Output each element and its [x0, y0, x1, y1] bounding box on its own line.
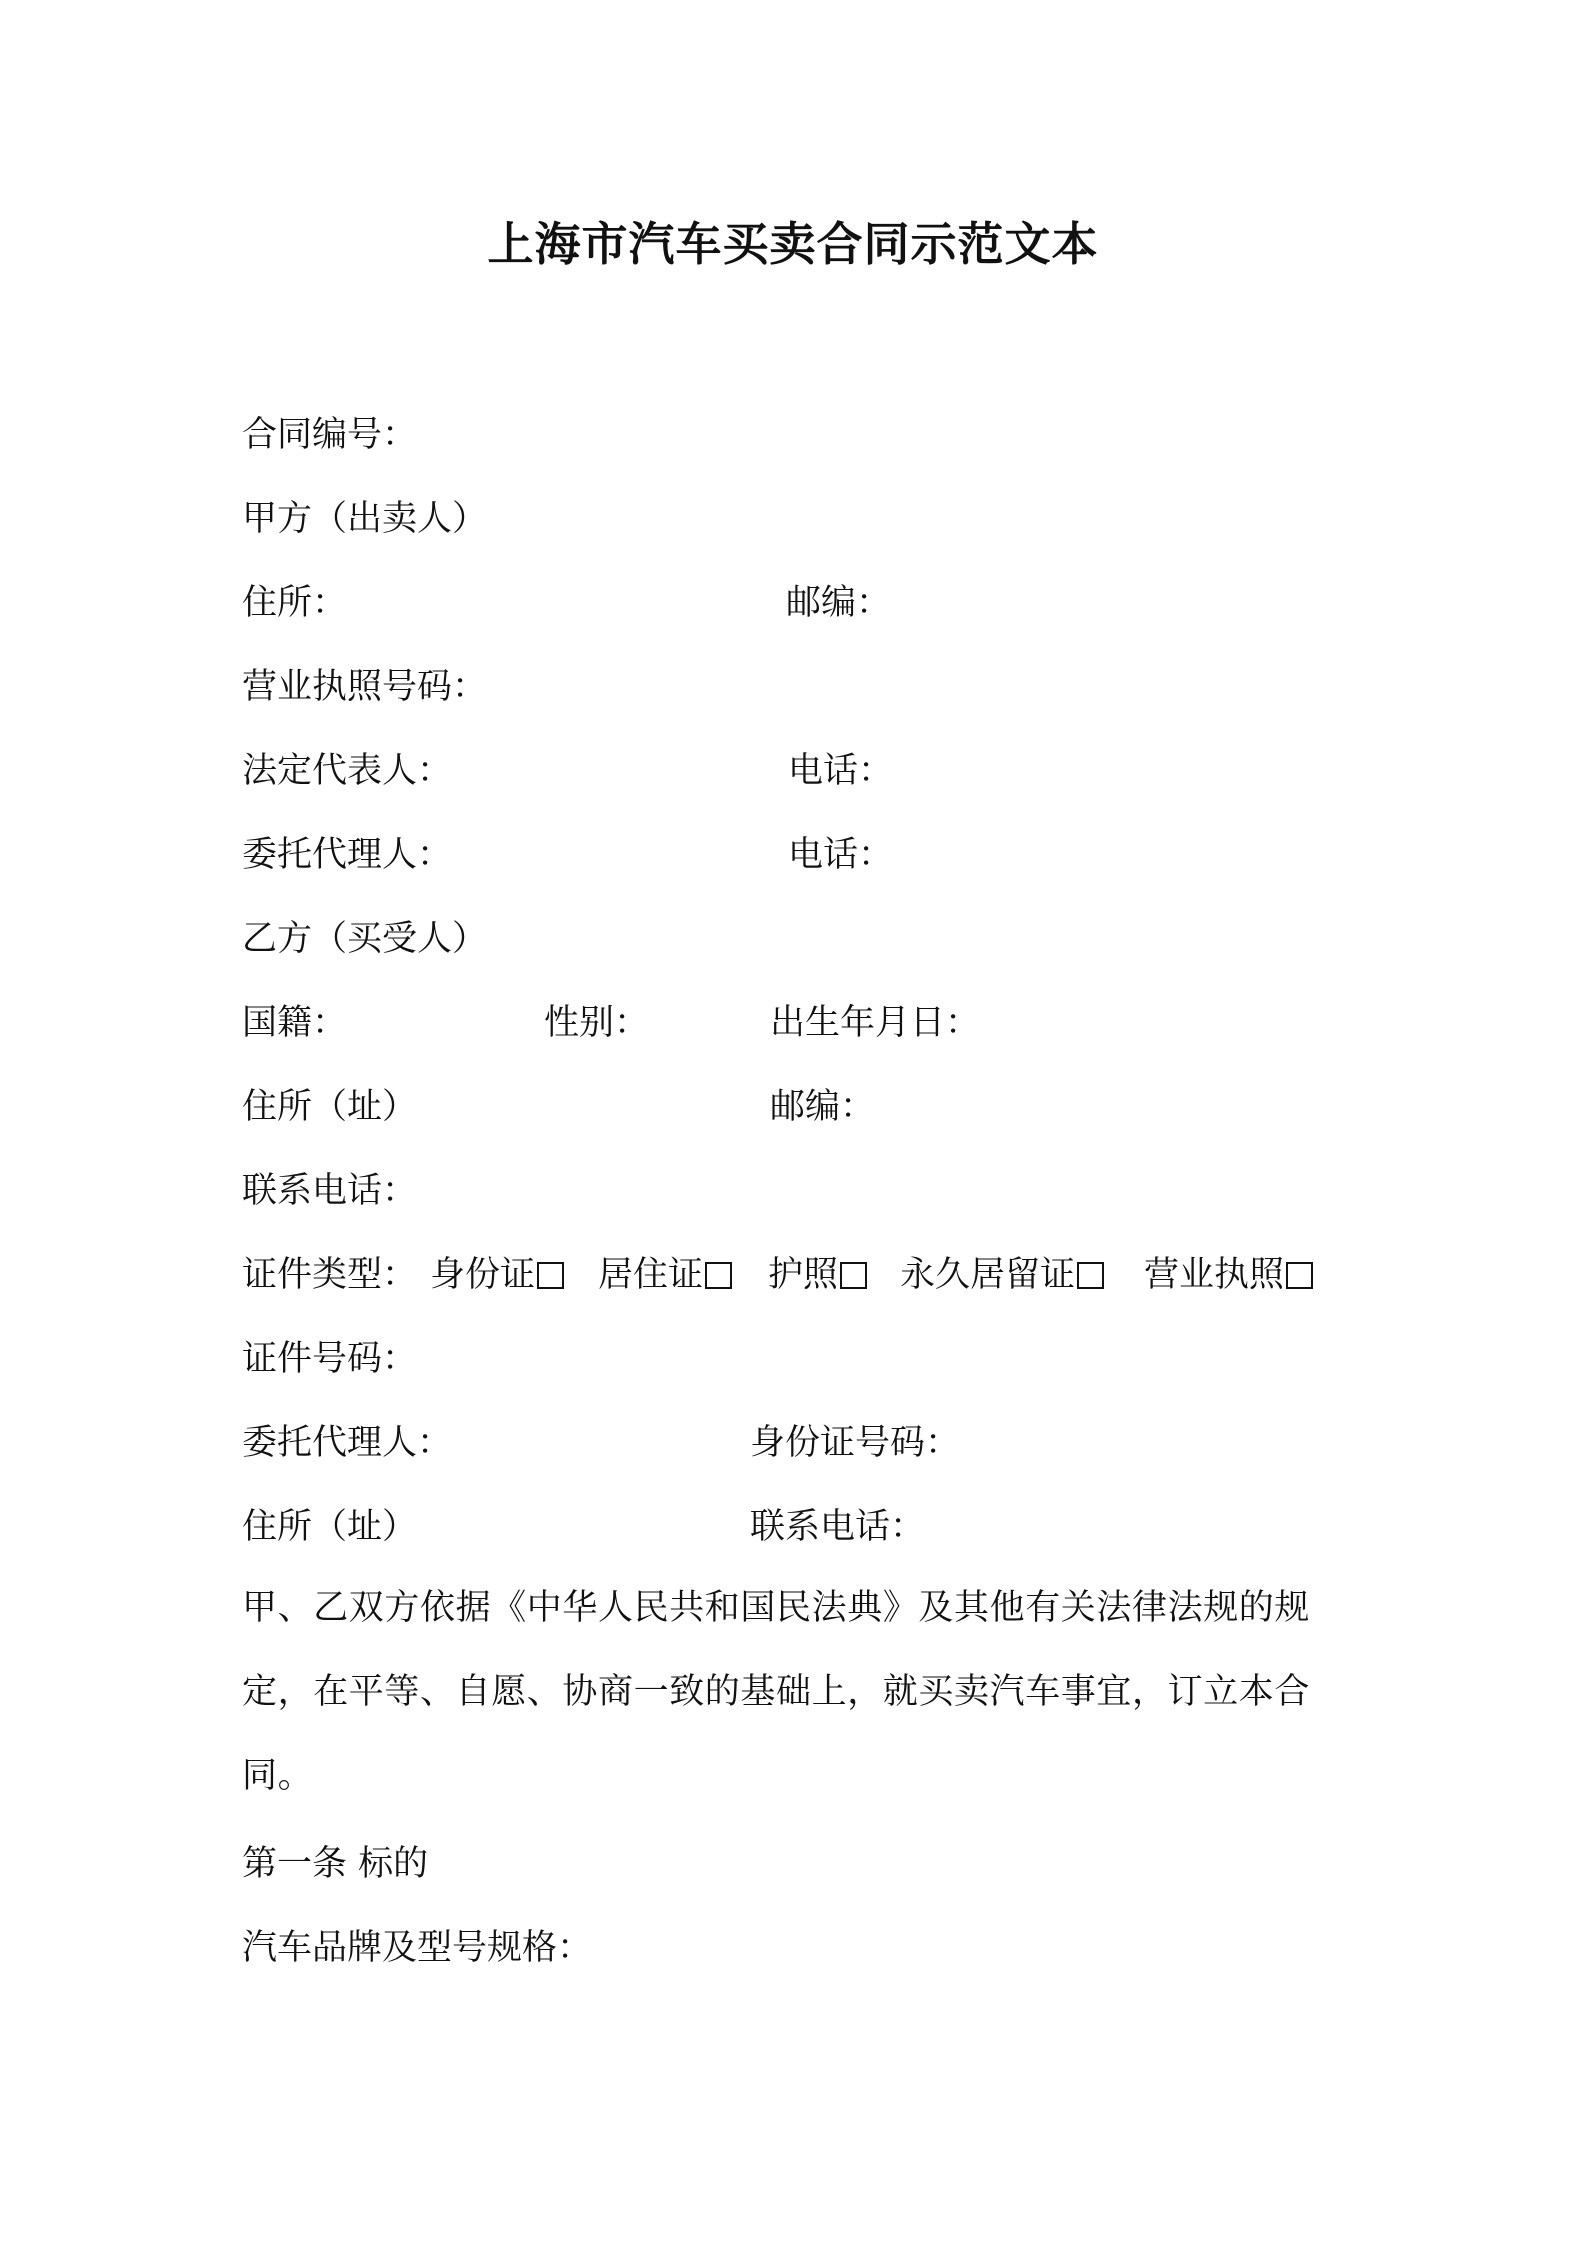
preamble-paragraph: 甲、乙双方依据《中华人民共和国民法典》及其他有关法律法规的规定，在平等、自愿、协商一致的基础上，就买卖汽车事宜，订立本合同。	[242, 1588, 1311, 1796]
brand-model-label: 汽车品牌及型号规格：	[242, 1928, 593, 1968]
party-b-agent-address-label: 住所（址）	[242, 1507, 418, 1547]
party-a-address-label: 住所：	[242, 583, 348, 623]
checkbox-icon[interactable]	[537, 1262, 564, 1289]
party-b-agent-phone-label: 联系电话：	[750, 1507, 926, 1547]
checkbox-icon[interactable]	[840, 1262, 867, 1289]
checkbox-icon[interactable]	[1077, 1262, 1104, 1289]
id-type-option-label: 身份证	[430, 1255, 536, 1295]
party-a-heading-text: 甲方（出卖人）	[242, 499, 488, 539]
checkbox-icon[interactable]	[1286, 1262, 1313, 1289]
id-type-option-permanent-residence[interactable]	[900, 1251, 1104, 1299]
party-a-agent-label: 委托代理人：	[242, 835, 453, 875]
party-b-postcode-label: 邮编：	[770, 1087, 876, 1127]
id-type-option-business-license[interactable]	[1144, 1251, 1313, 1299]
party-b-agent-id-label: 身份证号码：	[750, 1423, 961, 1463]
party-a-license-label: 营业执照号码：	[242, 667, 488, 707]
party-a-legal-rep-label: 法定代表人：	[242, 751, 453, 791]
party-b-gender-label: 性别：	[544, 1003, 650, 1043]
party-b-phone-label: 联系电话：	[242, 1171, 418, 1211]
contract-number-text: 合同编号：	[242, 415, 418, 455]
id-type-option-passport[interactable]	[768, 1251, 867, 1299]
id-type-option-id-card[interactable]	[430, 1251, 564, 1299]
party-b-nationality-label: 国籍：	[242, 1003, 348, 1043]
id-type-option-label: 居住证	[598, 1255, 704, 1295]
document-title: 上海市汽车买卖合同示范文本	[487, 217, 1099, 271]
article-1-heading-text: 第一条 标的	[242, 1844, 429, 1884]
party-b-agent-label: 委托代理人：	[242, 1423, 453, 1463]
id-type-option-label: 护照	[768, 1255, 839, 1295]
id-type-label: 证件类型：	[242, 1255, 418, 1295]
checkbox-icon[interactable]	[705, 1262, 732, 1289]
party-b-address-label: 住所（址）	[242, 1087, 418, 1127]
party-a-legal-rep-phone-label: 电话：	[788, 751, 894, 791]
id-type-option-label: 永久居留证	[900, 1255, 1076, 1295]
party-b-id-number-label: 证件号码：	[242, 1339, 418, 1379]
id-type-option-residence-permit[interactable]	[598, 1251, 732, 1299]
party-b-birthdate-label: 出生年月日：	[770, 1003, 981, 1043]
id-type-option-label: 营业执照	[1144, 1255, 1285, 1295]
party-b-heading-text: 乙方（买受人）	[242, 919, 488, 959]
party-a-agent-phone-label: 电话：	[788, 835, 894, 875]
party-a-postcode-label: 邮编：	[786, 583, 892, 623]
